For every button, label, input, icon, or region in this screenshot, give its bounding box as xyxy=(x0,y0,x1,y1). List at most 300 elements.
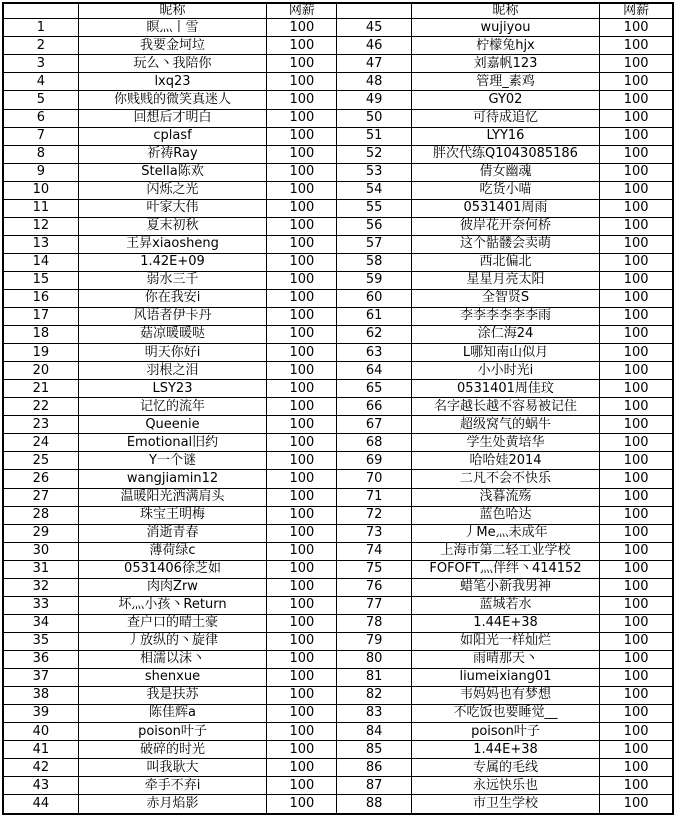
row-number-cell: 52 xyxy=(337,145,411,163)
nickname-cell: cplasf xyxy=(78,127,267,145)
table-row xyxy=(3,578,673,596)
salary-cell: 100 xyxy=(267,578,337,596)
table-row xyxy=(3,560,673,578)
salary-cell: 100 xyxy=(267,127,337,145)
salary-cell: 100 xyxy=(267,741,337,759)
header-nickname-left: 昵称 xyxy=(78,3,267,19)
nickname-cell: 哈哈娃2014 xyxy=(411,452,600,470)
salary-cell: 100 xyxy=(267,795,337,814)
salary-cell: 100 xyxy=(267,326,337,344)
salary-cell: 100 xyxy=(267,560,337,578)
nickname-cell: 珠宝王明梅 xyxy=(78,506,267,524)
row-number-cell: 41 xyxy=(3,741,78,759)
header-salary-right: 网薪 xyxy=(600,3,673,19)
nickname-cell: GY02 xyxy=(411,91,600,109)
table-row xyxy=(3,488,673,506)
row-number-cell: 33 xyxy=(3,596,78,614)
row-number-cell: 8 xyxy=(3,145,78,163)
row-number-cell: 53 xyxy=(337,163,411,181)
nickname-cell: 闪烁之光 xyxy=(78,181,267,199)
salary-cell: 100 xyxy=(267,380,337,398)
table-row xyxy=(3,795,673,814)
nickname-cell: 叫我耿大 xyxy=(78,759,267,777)
row-number-cell: 19 xyxy=(3,344,78,362)
row-number-cell: 7 xyxy=(3,127,78,145)
nickname-cell: 这个骷髅会卖萌 xyxy=(411,235,600,253)
row-number-cell: 54 xyxy=(337,181,411,199)
nickname-cell: 风语者伊卡丹 xyxy=(78,308,267,326)
nickname-cell: 回想后才明白 xyxy=(78,109,267,127)
salary-cell: 100 xyxy=(267,181,337,199)
table-row xyxy=(3,380,673,398)
salary-cell: 100 xyxy=(267,452,337,470)
row-number-cell: 85 xyxy=(337,741,411,759)
row-number-cell: 56 xyxy=(337,217,411,235)
salary-cell: 100 xyxy=(600,19,673,37)
row-number-cell: 77 xyxy=(337,596,411,614)
salary-cell: 100 xyxy=(600,578,673,596)
nickname-cell: Y一个谜 xyxy=(78,452,267,470)
salary-cell: 100 xyxy=(267,91,337,109)
table-row xyxy=(3,145,673,163)
nickname-cell: 丿放纵的丶旋律 xyxy=(78,632,267,650)
nickname-cell: 1.42E+09 xyxy=(78,253,267,271)
salary-cell: 100 xyxy=(267,362,337,380)
row-number-cell: 15 xyxy=(3,271,78,289)
salary-cell: 100 xyxy=(600,308,673,326)
row-number-cell: 51 xyxy=(337,127,411,145)
nickname-cell: 名字越长越不容易被记住 xyxy=(411,398,600,416)
nickname-cell: 菇凉暖暖哒 xyxy=(78,326,267,344)
row-number-cell: 50 xyxy=(337,109,411,127)
nickname-cell: LSY23 xyxy=(78,380,267,398)
nickname-cell: 温暖阳光洒满肩头 xyxy=(78,488,267,506)
row-number-cell: 81 xyxy=(337,668,411,686)
nickname-cell: 查户口的晴土豪 xyxy=(78,614,267,632)
salary-cell: 100 xyxy=(267,470,337,488)
nickname-cell: wangjiamin12 xyxy=(78,470,267,488)
table-row xyxy=(3,777,673,795)
nickname-cell: wujiyou xyxy=(411,19,600,37)
salary-cell: 100 xyxy=(600,380,673,398)
table-row xyxy=(3,127,673,145)
nickname-cell: 叶家大伟 xyxy=(78,199,267,217)
row-number-cell: 84 xyxy=(337,723,411,741)
nickname-cell: 吃货小喵 xyxy=(411,181,600,199)
nickname-cell: 0531406徐芝如 xyxy=(78,560,267,578)
header-row xyxy=(3,3,673,19)
nickname-cell: 市卫生学校 xyxy=(411,795,600,814)
nickname-cell: 夏末初秋 xyxy=(78,217,267,235)
salary-cell: 100 xyxy=(267,37,337,55)
nickname-cell: lxq23 xyxy=(78,73,267,91)
table-row xyxy=(3,723,673,741)
row-number-cell: 55 xyxy=(337,199,411,217)
salary-cell: 100 xyxy=(267,199,337,217)
row-number-cell: 59 xyxy=(337,271,411,289)
row-number-cell: 83 xyxy=(337,705,411,723)
table-row xyxy=(3,344,673,362)
row-number-cell: 62 xyxy=(337,326,411,344)
row-number-cell: 42 xyxy=(3,759,78,777)
table-row xyxy=(3,37,673,55)
table-row xyxy=(3,687,673,705)
row-number-cell: 38 xyxy=(3,687,78,705)
salary-cell: 100 xyxy=(600,199,673,217)
row-number-cell: 13 xyxy=(3,235,78,253)
salary-cell: 100 xyxy=(600,705,673,723)
salary-cell: 100 xyxy=(267,308,337,326)
nickname-cell: 1.44E+38 xyxy=(411,614,600,632)
nickname-cell: 王昇xiaosheng xyxy=(78,235,267,253)
salary-cell: 100 xyxy=(600,37,673,55)
salary-cell: 100 xyxy=(600,452,673,470)
row-number-cell: 58 xyxy=(337,253,411,271)
table-row xyxy=(3,434,673,452)
salary-cell: 100 xyxy=(267,290,337,308)
nickname-cell: 祈祷Ray xyxy=(78,145,267,163)
row-number-cell: 20 xyxy=(3,362,78,380)
salary-cell: 100 xyxy=(600,217,673,235)
salary-cell: 100 xyxy=(267,650,337,668)
nickname-cell: 明天你好i xyxy=(78,344,267,362)
table-row xyxy=(3,596,673,614)
nickname-cell: poison叶子 xyxy=(78,723,267,741)
salary-cell: 100 xyxy=(267,759,337,777)
nickname-cell: 专属的毛线 xyxy=(411,759,600,777)
row-number-cell: 79 xyxy=(337,632,411,650)
row-number-cell: 2 xyxy=(3,37,78,55)
row-number-cell: 76 xyxy=(337,578,411,596)
nickname-cell: 不吃饭也要睡觉__ xyxy=(411,705,600,723)
salary-cell: 100 xyxy=(267,687,337,705)
nickname-cell: 坏灬小孩丶Return xyxy=(78,596,267,614)
nickname-cell: Stella陈欢 xyxy=(78,163,267,181)
salary-cell: 100 xyxy=(600,777,673,795)
row-number-cell: 71 xyxy=(337,488,411,506)
table-row xyxy=(3,398,673,416)
salary-cell: 100 xyxy=(267,145,337,163)
salary-cell: 100 xyxy=(267,109,337,127)
row-number-cell: 74 xyxy=(337,542,411,560)
nickname-cell: 记忆的流年 xyxy=(78,398,267,416)
row-number-cell: 39 xyxy=(3,705,78,723)
table-row xyxy=(3,271,673,289)
nickname-cell: 柠檬兔hjx xyxy=(411,37,600,55)
nickname-cell: L哪知南山似月 xyxy=(411,344,600,362)
salary-cell: 100 xyxy=(600,290,673,308)
salary-cell: 100 xyxy=(600,91,673,109)
nickname-cell: 弱水三千 xyxy=(78,271,267,289)
row-number-cell: 82 xyxy=(337,687,411,705)
salary-cell: 100 xyxy=(600,470,673,488)
nickname-cell: 超级窝气的蜗牛 xyxy=(411,416,600,434)
table-row xyxy=(3,452,673,470)
table-row xyxy=(3,614,673,632)
nickname-cell: 相濡以沫丶 xyxy=(78,650,267,668)
nickname-cell: 如阳光一样灿烂 xyxy=(411,632,600,650)
nickname-cell: 我要金坷垃 xyxy=(78,37,267,55)
salary-cell: 100 xyxy=(267,668,337,686)
row-number-cell: 67 xyxy=(337,416,411,434)
row-number-cell: 10 xyxy=(3,181,78,199)
salary-cell: 100 xyxy=(267,614,337,632)
nickname-cell: 1.44E+38 xyxy=(411,741,600,759)
nickname-cell: 瞑灬丨雪 xyxy=(78,19,267,37)
table-row xyxy=(3,326,673,344)
salary-cell: 100 xyxy=(600,344,673,362)
salary-cell: 100 xyxy=(267,524,337,542)
table-row xyxy=(3,416,673,434)
table-row xyxy=(3,91,673,109)
header-salary-left: 网薪 xyxy=(267,3,337,19)
nickname-cell: 刘嘉帆123 xyxy=(411,55,600,73)
nickname-cell: 管理_素鸡 xyxy=(411,73,600,91)
table-row xyxy=(3,632,673,650)
nickname-cell: 可待成追忆 xyxy=(411,109,600,127)
nickname-cell: 浅暮流殇 xyxy=(411,488,600,506)
row-number-cell: 86 xyxy=(337,759,411,777)
nickname-cell: 星星月亮太阳 xyxy=(411,271,600,289)
nickname-cell: 倩女幽魂 xyxy=(411,163,600,181)
salary-cell: 100 xyxy=(267,777,337,795)
table-row xyxy=(3,741,673,759)
row-number-cell: 66 xyxy=(337,398,411,416)
salary-cell: 100 xyxy=(600,723,673,741)
salary-cell: 100 xyxy=(600,326,673,344)
row-number-cell: 28 xyxy=(3,506,78,524)
table-row xyxy=(3,650,673,668)
row-number-cell: 27 xyxy=(3,488,78,506)
row-number-cell: 61 xyxy=(337,308,411,326)
nickname-cell: 永远快乐也 xyxy=(411,777,600,795)
nickname-cell: 学生处黄培华 xyxy=(411,434,600,452)
row-number-cell: 21 xyxy=(3,380,78,398)
nickname-cell: poison叶子 xyxy=(411,723,600,741)
row-number-cell: 72 xyxy=(337,506,411,524)
salary-cell: 100 xyxy=(267,506,337,524)
salary-cell: 100 xyxy=(267,398,337,416)
nickname-cell: 陈佳辉a xyxy=(78,705,267,723)
nickname-cell: 韦妈妈也有梦想 xyxy=(411,687,600,705)
salary-cell: 100 xyxy=(600,109,673,127)
salary-cell: 100 xyxy=(600,145,673,163)
table-row xyxy=(3,668,673,686)
salary-cell: 100 xyxy=(600,434,673,452)
row-number-cell: 78 xyxy=(337,614,411,632)
table-row xyxy=(3,55,673,73)
salary-cell: 100 xyxy=(267,235,337,253)
salary-cell: 100 xyxy=(600,687,673,705)
nickname-cell: 上海市第二轻工业学校 xyxy=(411,542,600,560)
row-number-cell: 43 xyxy=(3,777,78,795)
row-number-cell: 18 xyxy=(3,326,78,344)
nickname-cell: Queenie xyxy=(78,416,267,434)
row-number-cell: 40 xyxy=(3,723,78,741)
salary-cell: 100 xyxy=(267,73,337,91)
table-row xyxy=(3,109,673,127)
nickname-cell: 0531401周佳玟 xyxy=(411,380,600,398)
row-number-cell: 26 xyxy=(3,470,78,488)
row-number-cell: 14 xyxy=(3,253,78,271)
nickname-cell: 0531401周雨 xyxy=(411,199,600,217)
nickname-cell: LYY16 xyxy=(411,127,600,145)
row-number-cell: 9 xyxy=(3,163,78,181)
salary-cell: 100 xyxy=(600,795,673,814)
table-row xyxy=(3,705,673,723)
row-number-cell: 1 xyxy=(3,19,78,37)
table-row xyxy=(3,199,673,217)
salary-cell: 100 xyxy=(267,705,337,723)
row-number-cell: 5 xyxy=(3,91,78,109)
salary-cell: 100 xyxy=(267,632,337,650)
salary-cell: 100 xyxy=(267,55,337,73)
header-index-left xyxy=(3,3,78,19)
row-number-cell: 4 xyxy=(3,73,78,91)
salary-cell: 100 xyxy=(267,19,337,37)
table-row xyxy=(3,163,673,181)
salary-cell: 100 xyxy=(600,55,673,73)
table-row xyxy=(3,542,673,560)
nickname-cell: Emotional旧约 xyxy=(78,434,267,452)
salary-cell: 100 xyxy=(600,416,673,434)
row-number-cell: 23 xyxy=(3,416,78,434)
row-number-cell: 57 xyxy=(337,235,411,253)
nickname-cell: 羽根之泪 xyxy=(78,362,267,380)
salary-cell: 100 xyxy=(600,127,673,145)
row-number-cell: 31 xyxy=(3,560,78,578)
table-row xyxy=(3,181,673,199)
row-number-cell: 47 xyxy=(337,55,411,73)
header-index-right xyxy=(337,3,411,19)
row-number-cell: 16 xyxy=(3,290,78,308)
table-row xyxy=(3,19,673,37)
nickname-cell: 你在我安i xyxy=(78,290,267,308)
row-number-cell: 44 xyxy=(3,795,78,814)
salary-cell: 100 xyxy=(600,596,673,614)
row-number-cell: 24 xyxy=(3,434,78,452)
nickname-cell: 蓝色哈达 xyxy=(411,506,600,524)
table-row xyxy=(3,470,673,488)
salary-cell: 100 xyxy=(600,632,673,650)
nickname-cell: 消逝青春 xyxy=(78,524,267,542)
nickname-cell: 牵手不弃i xyxy=(78,777,267,795)
nickname-cell: 玩么丶我陪你 xyxy=(78,55,267,73)
nickname-cell: 彼岸花开奈何桥 xyxy=(411,217,600,235)
table-body xyxy=(3,19,673,814)
row-number-cell: 64 xyxy=(337,362,411,380)
row-number-cell: 63 xyxy=(337,344,411,362)
salary-cell: 100 xyxy=(600,650,673,668)
table-row xyxy=(3,506,673,524)
salary-cell: 100 xyxy=(600,542,673,560)
salary-cell: 100 xyxy=(600,398,673,416)
table-row xyxy=(3,759,673,777)
row-number-cell: 11 xyxy=(3,199,78,217)
salary-cell: 100 xyxy=(267,723,337,741)
row-number-cell: 68 xyxy=(337,434,411,452)
nickname-cell: 二凡不会不快乐 xyxy=(411,470,600,488)
row-number-cell: 87 xyxy=(337,777,411,795)
table-row xyxy=(3,362,673,380)
nickname-cell: 李李李李李李雨 xyxy=(411,308,600,326)
row-number-cell: 32 xyxy=(3,578,78,596)
nickname-cell: 丿Me灬未成年 xyxy=(411,524,600,542)
nickname-cell: 薄荷绿c xyxy=(78,542,267,560)
salary-cell: 100 xyxy=(600,614,673,632)
salary-cell: 100 xyxy=(600,759,673,777)
salary-cell: 100 xyxy=(600,253,673,271)
nickname-cell: 全智贤S xyxy=(411,290,600,308)
table-row xyxy=(3,235,673,253)
salary-cell: 100 xyxy=(267,416,337,434)
row-number-cell: 60 xyxy=(337,290,411,308)
table-row xyxy=(3,73,673,91)
salary-cell: 100 xyxy=(600,668,673,686)
nickname-cell: 涂仁海24 xyxy=(411,326,600,344)
nickname-cell: 破碎的时光 xyxy=(78,741,267,759)
salary-cell: 100 xyxy=(267,488,337,506)
salary-cell: 100 xyxy=(600,181,673,199)
nickname-cell: 西北偏北 xyxy=(411,253,600,271)
row-number-cell: 22 xyxy=(3,398,78,416)
salary-cell: 100 xyxy=(600,235,673,253)
row-number-cell: 34 xyxy=(3,614,78,632)
salary-cell: 100 xyxy=(267,253,337,271)
nickname-cell: 赤月焰影 xyxy=(78,795,267,814)
nickname-cell: 你贱贱的微笑真迷人 xyxy=(78,91,267,109)
nickname-cell: 蓝城若水 xyxy=(411,596,600,614)
salary-cell: 100 xyxy=(267,163,337,181)
salary-cell: 100 xyxy=(600,362,673,380)
row-number-cell: 35 xyxy=(3,632,78,650)
row-number-cell: 25 xyxy=(3,452,78,470)
row-number-cell: 36 xyxy=(3,650,78,668)
row-number-cell: 30 xyxy=(3,542,78,560)
row-number-cell: 75 xyxy=(337,560,411,578)
nickname-cell: 蜡笔小新我男神 xyxy=(411,578,600,596)
row-number-cell: 49 xyxy=(337,91,411,109)
nickname-cell: shenxue xyxy=(78,668,267,686)
salary-cell: 100 xyxy=(267,434,337,452)
table-row xyxy=(3,217,673,235)
salary-cell: 100 xyxy=(267,344,337,362)
table-row xyxy=(3,524,673,542)
salary-cell: 100 xyxy=(600,560,673,578)
row-number-cell: 48 xyxy=(337,73,411,91)
nickname-cell: 胖次代练Q1043085186 xyxy=(411,145,600,163)
row-number-cell: 45 xyxy=(337,19,411,37)
nickname-cell: 肉肉Zrw xyxy=(78,578,267,596)
salary-cell: 100 xyxy=(600,741,673,759)
salary-cell: 100 xyxy=(600,506,673,524)
salary-cell: 100 xyxy=(600,73,673,91)
nickname-cell: 我是扶苏 xyxy=(78,687,267,705)
row-number-cell: 88 xyxy=(337,795,411,814)
row-number-cell: 12 xyxy=(3,217,78,235)
nickname-cell: 小小时光i xyxy=(411,362,600,380)
row-number-cell: 69 xyxy=(337,452,411,470)
salary-cell: 100 xyxy=(600,163,673,181)
table-row xyxy=(3,290,673,308)
row-number-cell: 6 xyxy=(3,109,78,127)
salary-cell: 100 xyxy=(600,524,673,542)
salary-cell: 100 xyxy=(267,596,337,614)
row-number-cell: 80 xyxy=(337,650,411,668)
nickname-cell: FOFOFT灬伴绊丶414152 xyxy=(411,560,600,578)
row-number-cell: 65 xyxy=(337,380,411,398)
table-row xyxy=(3,308,673,326)
